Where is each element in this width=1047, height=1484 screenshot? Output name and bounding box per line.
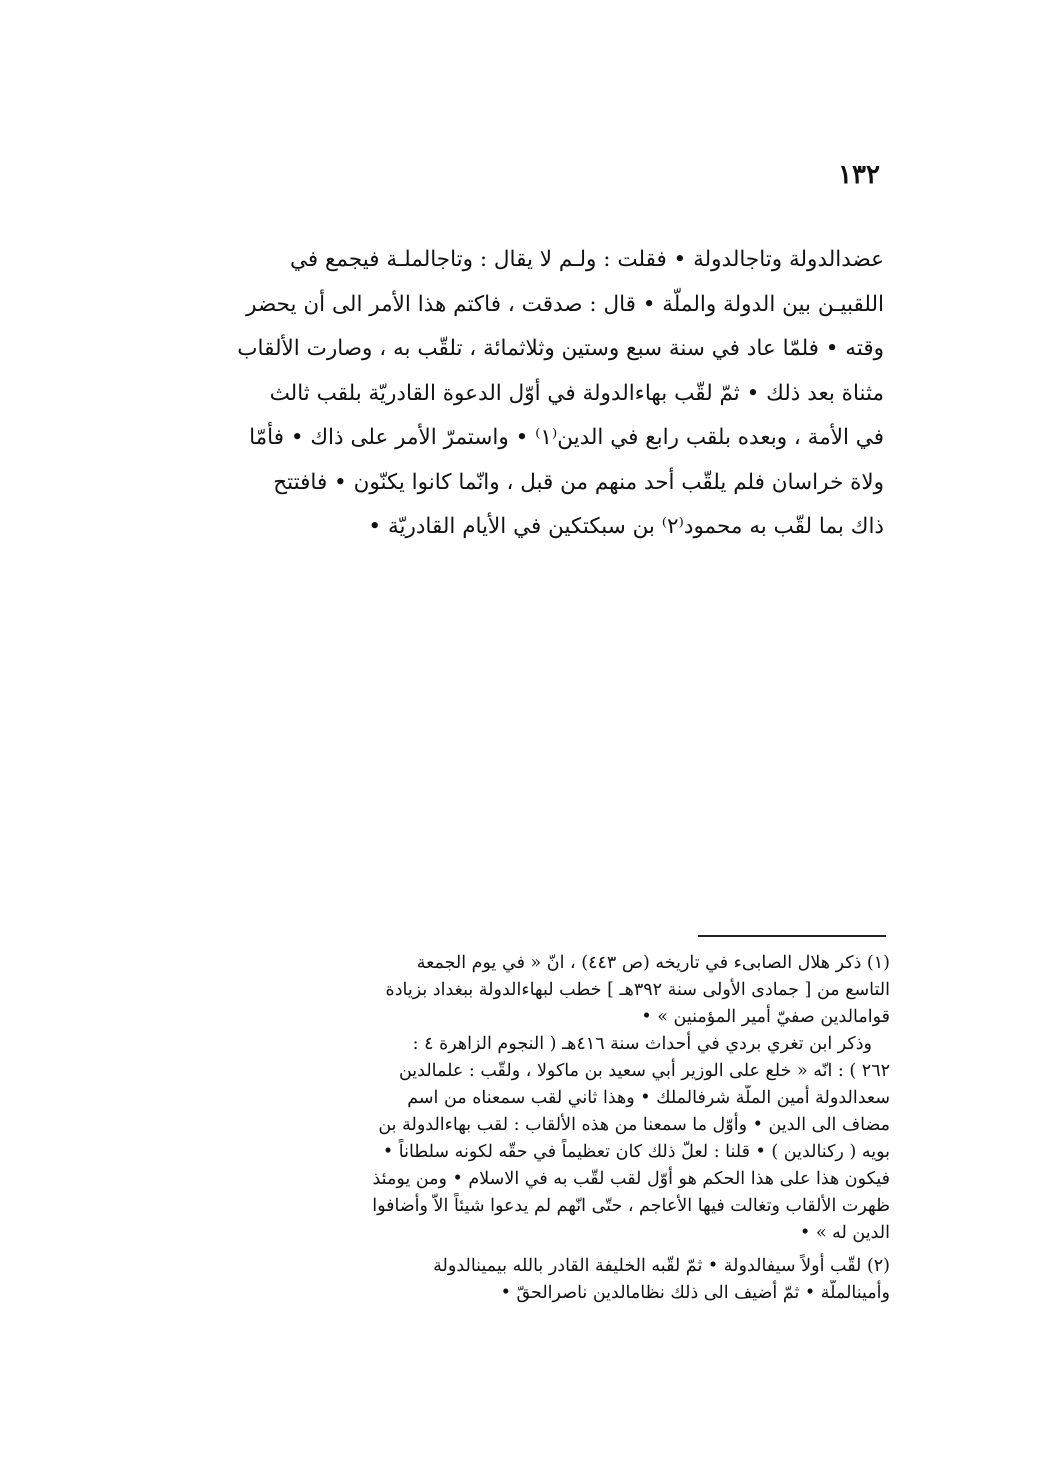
footnote-line: سعدالدولة أمين الملّة شرفالملك • وهذا ثاني لقب سمعناه من اسم: [407, 1088, 890, 1108]
footnote-line: ظهرت الألقاب وتغالت فيها الأعاجم ، حتّى انّهم لم يدعوا شيئاً الاّ وأضافوا: [372, 1196, 890, 1216]
footnote-line: وذكر ابن تغري بردي في أحداث سنة ٤١٦هـ ( النجوم الزاهرة ٤ :: [412, 1034, 872, 1054]
footnotes: [180, 950, 890, 1313]
footnote-line: بويه ( ركنالدين ) • قلنا : لعلّ ذلك كان تعظيماً في حقّه لكونه سلطاناً •: [382, 1142, 890, 1162]
text-line: وقته • فلمّا عاد في سنة سبع وستين وثلاثمائة ، تلقّب به ، وصارت الألقاب: [237, 336, 884, 361]
footnote-line: وأمينالملّة • ثمّ أضيف الى ذلك نظامالدين ناصرالحقّ •: [500, 1283, 890, 1303]
footnote-line: فيكون هذا على هذا الحكم هو أوّل لقب لقّب به في الاسلام • ومن يومئذ: [372, 1169, 890, 1189]
footnote-divider: [698, 935, 886, 937]
footnote-line: مضاف الى الدين • وأوّل ما سمعنا من هذه الألقاب : لقب بهاءالدولة بن: [378, 1115, 890, 1135]
text-line: ذاك بما لقّب به محمود⁽٢⁾ بن سبكتكين في الأيام القادريّة •: [368, 514, 884, 539]
text-line: في الأمة ، وبعده بلقب رابع في الدين⁽١⁾ • واستمرّ الأمر على ذاك • فأمّا: [249, 425, 884, 450]
footnote-line: قوامالدين صفيّ أمير المؤمنين » •: [641, 1007, 890, 1027]
footnote-line: التاسع من [ جمادى الأولى سنة ٣٩٢هـ ] خطب لبهاءالدولة ببغداد بزيادة: [385, 980, 890, 1000]
text-line: اللقبيـن بين الدولة والملّة • قال : صدقت ، فاكتم هذا الأمر الى أن يحضر: [246, 291, 884, 317]
text-line: عضدالدولة وتاجالدولة • فقلت : ولـم لا يقال : وتاجالملـة فيجمع في: [289, 247, 884, 272]
footnote-line: الدين له » •: [799, 1223, 890, 1243]
footnote-line: (١) ذكر هلال الصابىء في تاريخه (ص ٤٤٣) ، انّ « في يوم الجمعة: [416, 953, 890, 973]
footnote-line: ٢٦٢ ) : انّه « خلع على الوزير أبي سعيد بن ماكولا ، ولقّب : علمالدين: [398, 1061, 890, 1081]
footnote-line: (٢) لقّب أولاً سيفالدولة • ثمّ لقّبه الخليفة القادر بالله بيمينالدولة: [433, 1256, 890, 1276]
page-number: ١٣٢: [838, 160, 880, 190]
text-line: مثناة بعد ذلك • ثمّ لقّب بهاءالدولة في أوّل الدعوة القادريّة بلقب ثالث: [269, 380, 884, 406]
main-text: [174, 238, 884, 550]
text-line: ولاة خراسان فلم يلقّب أحد منهم من قبل ، وانّما كانوا يكنّون • فافتتح: [273, 469, 884, 495]
footnote-2: [180, 1253, 890, 1307]
footnote-1: [180, 950, 890, 1247]
